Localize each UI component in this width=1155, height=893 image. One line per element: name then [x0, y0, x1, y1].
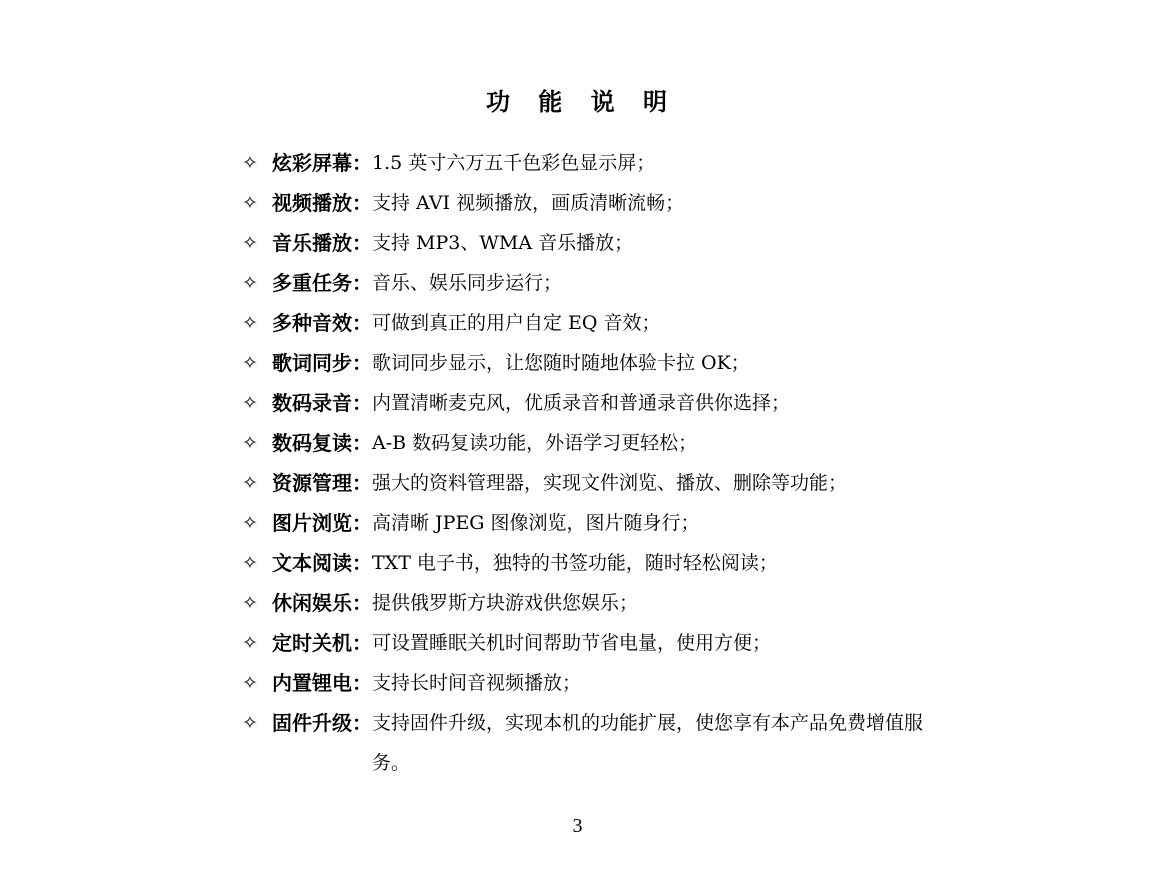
- diamond-star-bullet-icon: ✧: [242, 352, 258, 374]
- feature-description: 强大的资料管理器，实现文件浏览、播放、删除等功能；: [372, 472, 848, 494]
- list-item: [242, 463, 962, 503]
- feature-label: 数码复读：: [272, 431, 372, 455]
- feature-description: 可做到真正的用户自定 EQ 音效；: [372, 312, 661, 334]
- list-item: [242, 423, 962, 463]
- feature-description: 支持 MP3、WMA 音乐播放；: [372, 232, 634, 254]
- feature-label: 多重任务：: [272, 271, 372, 295]
- list-item: [242, 543, 962, 583]
- feature-label: 固件升级：: [272, 711, 372, 735]
- diamond-star-bullet-icon: ✧: [242, 192, 258, 214]
- feature-label: 视频播放：: [272, 191, 372, 215]
- list-item: [242, 503, 962, 543]
- diamond-star-bullet-icon: ✧: [242, 592, 258, 614]
- feature-label: 定时关机：: [272, 631, 372, 655]
- feature-label: 文本阅读：: [272, 551, 372, 575]
- diamond-star-bullet-icon: ✧: [242, 672, 258, 694]
- feature-label: 休闲娱乐：: [272, 591, 372, 615]
- page-title: 功 能 说 明: [485, 88, 678, 116]
- list-item: [242, 703, 962, 783]
- feature-label: 资源管理：: [272, 471, 372, 495]
- feature-label: 歌词同步：: [272, 351, 372, 375]
- feature-description: 支持长时间音视频播放；: [372, 672, 582, 694]
- feature-description: TXT 电子书，独特的书签功能，随时轻松阅读；: [372, 552, 778, 574]
- feature-description: 支持固件升级，实现本机的功能扩展，使您享有本产品免费增值服务。: [372, 712, 924, 774]
- feature-description: 音乐、娱乐同步运行；: [372, 272, 563, 294]
- feature-description: A-B 数码复读功能，外语学习更轻松；: [372, 432, 698, 454]
- list-item: [242, 223, 962, 263]
- diamond-star-bullet-icon: ✧: [242, 312, 258, 334]
- feature-description: 支持 AVI 视频播放，画质清晰流畅；: [372, 192, 685, 214]
- feature-description: 提供俄罗斯方块游戏供您娱乐；: [372, 592, 639, 614]
- feature-description: 可设置睡眠关机时间帮助节省电量，使用方便；: [372, 632, 772, 654]
- diamond-star-bullet-icon: ✧: [242, 472, 258, 494]
- feature-label: 数码录音：: [272, 391, 372, 415]
- feature-label: 内置锂电：: [272, 671, 372, 695]
- diamond-star-bullet-icon: ✧: [242, 552, 258, 574]
- list-item: [242, 143, 962, 183]
- diamond-star-bullet-icon: ✧: [242, 712, 258, 734]
- feature-label: 多种音效：: [272, 311, 372, 335]
- feature-description: 1.5 英寸六万五千色彩色显示屏；: [372, 152, 656, 174]
- list-item: [242, 623, 962, 663]
- diamond-star-bullet-icon: ✧: [242, 232, 258, 254]
- list-item: [242, 263, 962, 303]
- feature-description: 高清晰 JPEG 图像浏览，图片随身行；: [372, 512, 700, 534]
- feature-label: 炫彩屏幕：: [272, 151, 372, 175]
- list-item: [242, 663, 962, 703]
- diamond-star-bullet-icon: ✧: [242, 152, 258, 174]
- list-item: [242, 583, 962, 623]
- diamond-star-bullet-icon: ✧: [242, 512, 258, 534]
- feature-label: 图片浏览：: [272, 511, 372, 535]
- feature-description: 内置清晰麦克风，优质录音和普通录音供你选择；: [372, 392, 791, 414]
- page-number: 3: [572, 815, 583, 837]
- list-item: [242, 303, 962, 343]
- feature-description: 歌词同步显示，让您随时随地体验卡拉 OK；: [372, 352, 750, 374]
- feature-label: 音乐播放：: [272, 231, 372, 255]
- list-item: [242, 183, 962, 223]
- feature-list: [242, 143, 962, 783]
- list-item: [242, 383, 962, 423]
- list-item: [242, 343, 962, 383]
- diamond-star-bullet-icon: ✧: [242, 632, 258, 654]
- diamond-star-bullet-icon: ✧: [242, 432, 258, 454]
- diamond-star-bullet-icon: ✧: [242, 392, 258, 414]
- diamond-star-bullet-icon: ✧: [242, 272, 258, 294]
